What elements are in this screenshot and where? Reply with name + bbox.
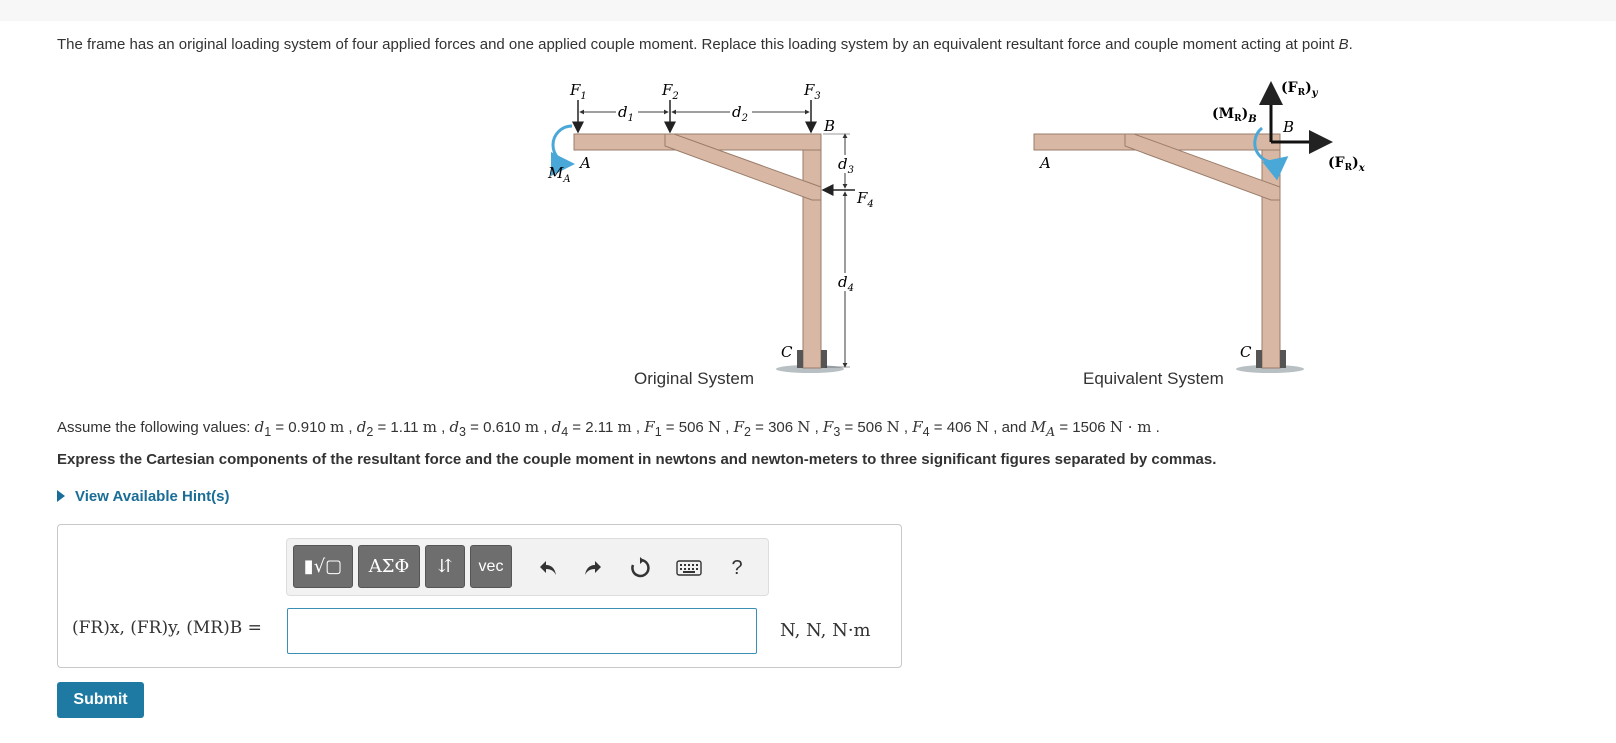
- label-f3: $F_3$: [804, 81, 821, 102]
- value-f2: 306: [768, 419, 794, 436]
- problem-statement: [57, 36, 1353, 53]
- unit-f2: N: [797, 418, 811, 436]
- undo-icon[interactable]: [535, 556, 561, 580]
- value-f1: 506: [678, 419, 704, 436]
- value-d2: 1.11: [390, 419, 419, 436]
- unit-f3: N: [886, 418, 900, 436]
- label-a-equivalent: A: [1040, 154, 1051, 172]
- label-c-equivalent: C: [1240, 343, 1252, 361]
- unit-ma: N · m: [1109, 418, 1152, 436]
- caption-equivalent: Equivalent System: [1083, 369, 1224, 388]
- help-button[interactable]: [724, 556, 750, 580]
- value-f4: 406: [946, 419, 972, 436]
- label-fry: $(F_R)_y$: [1281, 80, 1318, 99]
- top-bar: [0, 0, 1616, 21]
- unit-d2: m: [422, 418, 437, 436]
- label-d3: $d_3$: [838, 155, 854, 176]
- sym-d1: d: [254, 418, 265, 436]
- unit-f4: N: [975, 418, 990, 436]
- vec-label: vec: [478, 557, 504, 575]
- label-d2: $d_2$: [732, 103, 748, 124]
- pin-c-original-right: [821, 350, 827, 368]
- keyboard-icon[interactable]: [674, 556, 704, 580]
- sym-f2: F: [733, 418, 745, 436]
- redo-icon[interactable]: [580, 556, 606, 580]
- value-d4: 2.11: [585, 419, 614, 436]
- label-mrb: $(M_R)_B$: [1212, 106, 1257, 125]
- reset-icon[interactable]: [627, 556, 653, 580]
- label-a-original: A: [580, 154, 591, 172]
- answer-units: N, N, N·m: [780, 620, 871, 641]
- pin-c-equivalent-right: [1280, 350, 1286, 368]
- problem-text-end: .: [1348, 36, 1353, 53]
- value-ma: 1506: [1072, 419, 1106, 436]
- answer-input[interactable]: [287, 608, 757, 654]
- value-f3: 506: [857, 419, 883, 436]
- unit-d3: m: [524, 418, 540, 436]
- vector-button[interactable]: [470, 545, 512, 588]
- pin-c-original: [797, 350, 803, 368]
- given-values: Assume the following values: $d_1 = 0.910$ m , $d_2 = 1.11$ m , $d_3 = 0.610$ m , $d_4 = 2.11$ m , $F_1 = 506$ N , $F_2 = 306$ N , $F_3 = 506$ N , $F_4 = 406$ N , and $M_A = 1506$ N · m .: [57, 418, 1160, 439]
- frame-figure: [0, 60, 1616, 400]
- greek-symbols-button[interactable]: [358, 545, 420, 588]
- value-d1: 0.910: [288, 419, 326, 436]
- unit-d4: m: [617, 418, 632, 436]
- sym-f3: F: [822, 418, 834, 436]
- sym-d4: d: [551, 418, 562, 436]
- unit-f1: N: [707, 418, 722, 436]
- updown-icon: ⇵: [437, 556, 453, 577]
- help-icon: ?: [731, 556, 743, 579]
- sym-ma: M: [1030, 418, 1047, 436]
- given-intro: Assume the following values:: [57, 419, 255, 436]
- subscript-superscript-button[interactable]: [425, 545, 465, 588]
- expand-triangle-icon: [57, 490, 65, 502]
- label-c-original: C: [781, 343, 793, 361]
- submit-button[interactable]: Submit: [57, 682, 144, 718]
- label-frx: $(F_R)_x$: [1328, 155, 1365, 174]
- vertical-post-original: [803, 134, 821, 368]
- greek-label: ΑΣΦ: [368, 556, 410, 577]
- sym-d3: d: [449, 418, 460, 436]
- value-d3: 0.610: [483, 419, 521, 436]
- original-system: [547, 81, 874, 388]
- pin-c-equivalent: [1256, 350, 1262, 368]
- unit-d1: m: [330, 418, 345, 436]
- label-f1: $F_1$: [570, 81, 587, 102]
- label-d1: $d_1$: [618, 103, 634, 124]
- caption-original: Original System: [634, 369, 754, 388]
- label-d4: $d_4$: [838, 273, 854, 294]
- label-ma: $M_A$: [548, 164, 571, 185]
- problem-text: The frame has an original loading system of four applied forces and one applied couple moment. Replace this loading system by an equivalent resultant force and couple moment acting at point: [57, 36, 1339, 53]
- instruction-text: Express the Cartesian components of the resultant force and the couple moment in newtons and newton-meters to three significant figures separated by commas.: [57, 451, 1217, 468]
- vertical-post-equivalent: [1262, 134, 1280, 368]
- sym-f4: F: [912, 418, 923, 436]
- equivalent-system: [1034, 80, 1366, 388]
- label-f4: $F_4$: [857, 189, 874, 210]
- sym-d2: d: [356, 418, 367, 436]
- point-b: B: [1338, 36, 1349, 53]
- couple-ma-arrow: [553, 126, 572, 164]
- sym-f1: F: [644, 418, 655, 436]
- label-b-equivalent: B: [1283, 118, 1295, 136]
- view-hints-link[interactable]: [57, 488, 230, 505]
- templates-icon: ▮√▢: [303, 556, 343, 577]
- given-and: and: [1001, 419, 1027, 436]
- label-b-original: B: [824, 117, 836, 135]
- answer-label: (FR)x, (FR)y, (MR)B =: [72, 618, 262, 638]
- hint-label: View Available Hint(s): [75, 488, 230, 505]
- label-f2: $F_2$: [662, 81, 679, 102]
- templates-button[interactable]: [293, 545, 353, 588]
